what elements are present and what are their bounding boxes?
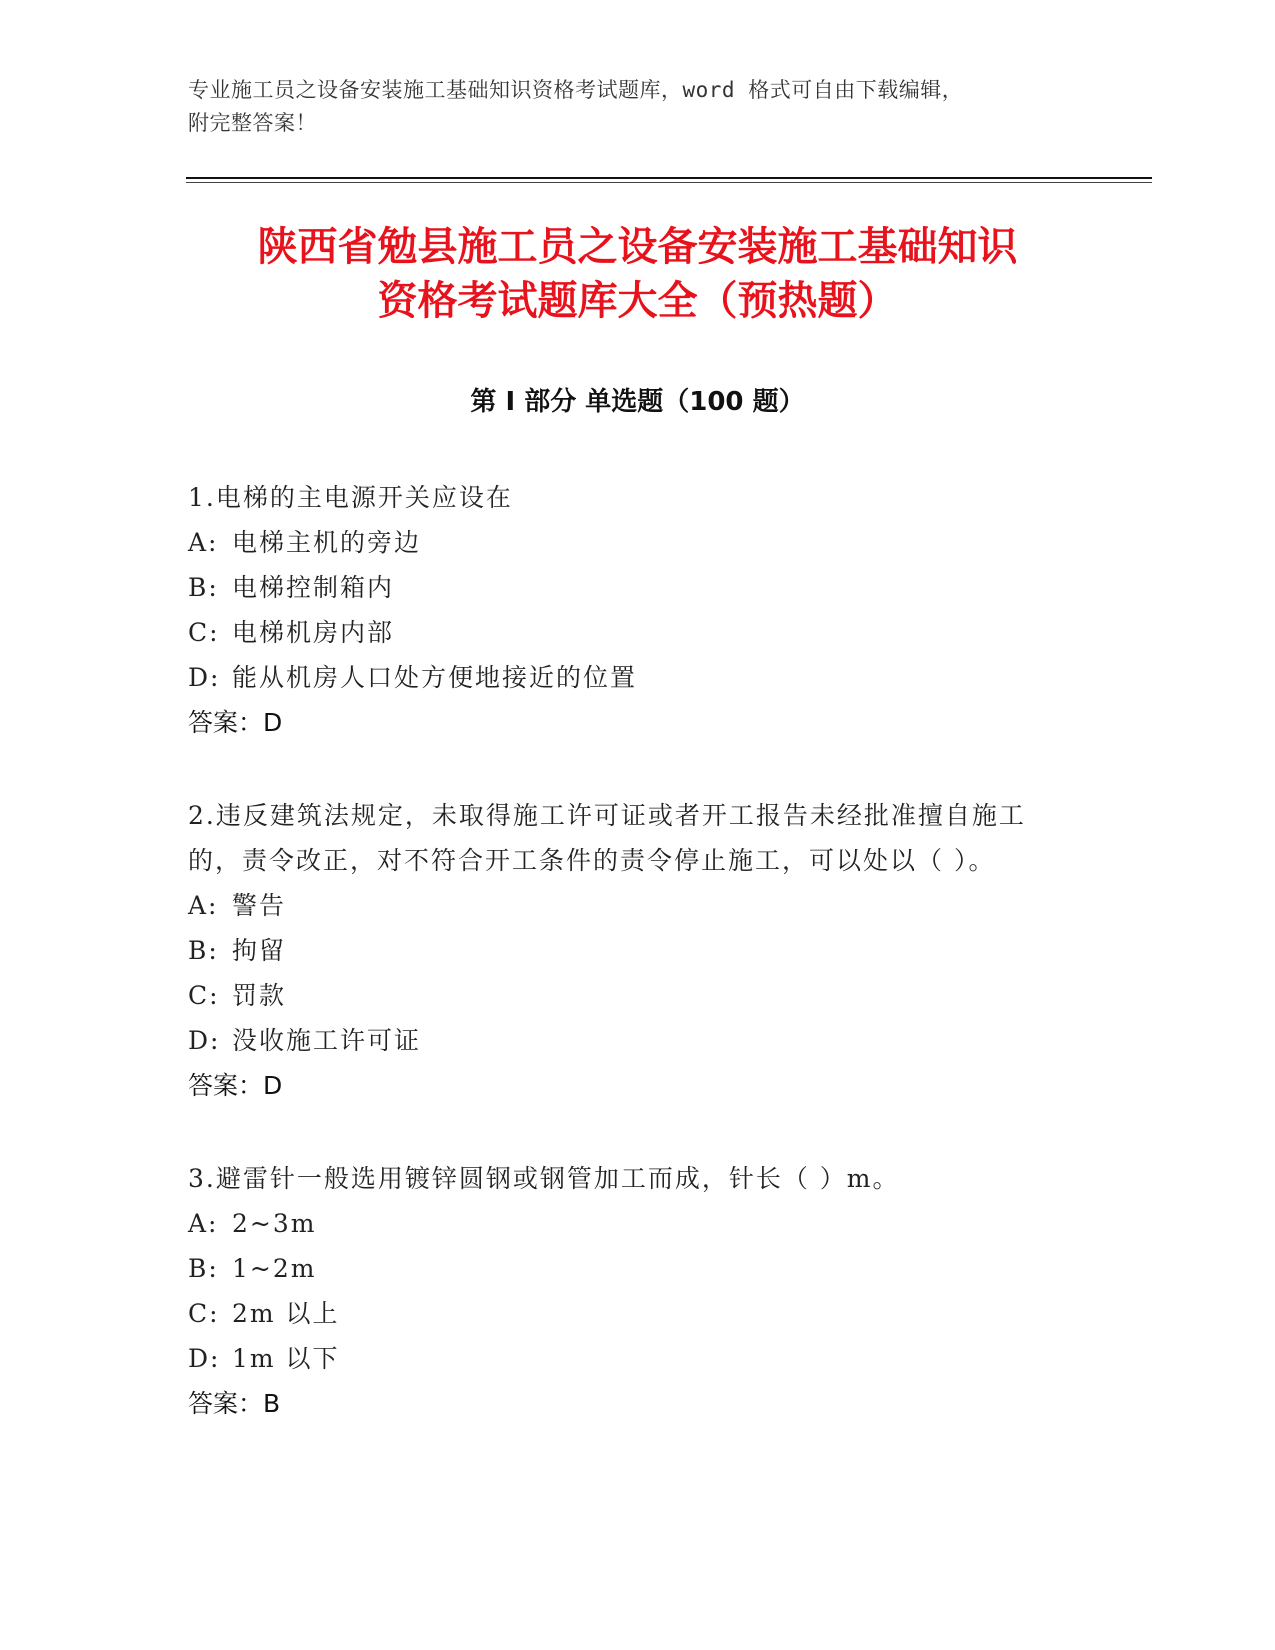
- option-b: [188, 1246, 1068, 1291]
- option-letter: C:: [188, 1299, 220, 1328]
- answer-line: 答案：D: [188, 1071, 283, 1100]
- document-title: [150, 220, 1125, 328]
- option-text: 电梯主机的旁边: [232, 528, 422, 557]
- header-divider-thin: [186, 182, 1152, 183]
- option-text: 2~3m: [232, 1209, 317, 1238]
- option-text: 电梯机房内部: [232, 618, 395, 647]
- option-a: [188, 1201, 1068, 1246]
- option-text: 2m 以上: [232, 1299, 340, 1328]
- header-note-line-1: 专业施工员之设备安装施工基础知识资格考试题库，word 格式可自由下载编辑，: [188, 78, 964, 102]
- option-text: 1m 以下: [232, 1344, 340, 1373]
- option-letter: D:: [188, 1344, 221, 1373]
- option-letter: B:: [188, 573, 219, 602]
- question-stem: 3.避雷针一般选用镀锌圆钢或钢管加工而成，针长（ ）m。: [188, 1164, 900, 1193]
- option-text: 没收施工许可证: [232, 1026, 422, 1055]
- question-3: [188, 1156, 1068, 1426]
- header-note: [188, 74, 1068, 140]
- option-letter: B:: [188, 1254, 219, 1283]
- header-note-line-2: 附完整答案！: [188, 111, 317, 135]
- document-title-line-2: 资格考试题库大全（预热题）: [377, 278, 898, 324]
- section-heading: 第 I 部分 单选题（100 题）: [470, 387, 805, 417]
- option-d: [188, 655, 1068, 700]
- option-a: [188, 883, 1068, 928]
- question-list: [188, 475, 1068, 1474]
- option-letter: D:: [188, 663, 221, 692]
- option-a: [188, 520, 1068, 565]
- option-text: 罚款: [232, 981, 287, 1010]
- option-letter: C:: [188, 618, 220, 647]
- option-letter: C:: [188, 981, 220, 1010]
- option-b: [188, 565, 1068, 610]
- option-letter: D:: [188, 1026, 221, 1055]
- option-letter: A:: [188, 528, 219, 557]
- question-stem: 1.电梯的主电源开关应设在: [188, 483, 513, 512]
- option-letter: B:: [188, 936, 219, 965]
- question-1: [188, 475, 1068, 745]
- question-2: [188, 793, 1068, 1108]
- option-d: [188, 1018, 1068, 1063]
- option-b: [188, 928, 1068, 973]
- option-text: 警告: [232, 891, 287, 920]
- option-text: 1~2m: [232, 1254, 317, 1283]
- question-stem: 2.违反建筑法规定，未取得施工许可证或者开工报告未经批准擅自施工的，责令改正，对不符合开工条件的责令停止施工，可以处以（ ）。: [188, 801, 1026, 875]
- option-letter: A:: [188, 891, 219, 920]
- document-title-line-1: 陕西省勉县施工员之设备安装施工基础知识: [257, 224, 1018, 270]
- option-text: 电梯控制箱内: [232, 573, 395, 602]
- option-letter: A:: [188, 1209, 219, 1238]
- option-text: 拘留: [232, 936, 287, 965]
- option-text: 能从机房人口处方便地接近的位置: [232, 663, 638, 692]
- option-d: [188, 1336, 1068, 1381]
- option-c: [188, 1291, 1068, 1336]
- answer-line: 答案：B: [188, 1389, 281, 1418]
- header-divider-thick: [186, 177, 1152, 179]
- option-c: [188, 610, 1068, 655]
- answer-line: 答案：D: [188, 708, 283, 737]
- option-c: [188, 973, 1068, 1018]
